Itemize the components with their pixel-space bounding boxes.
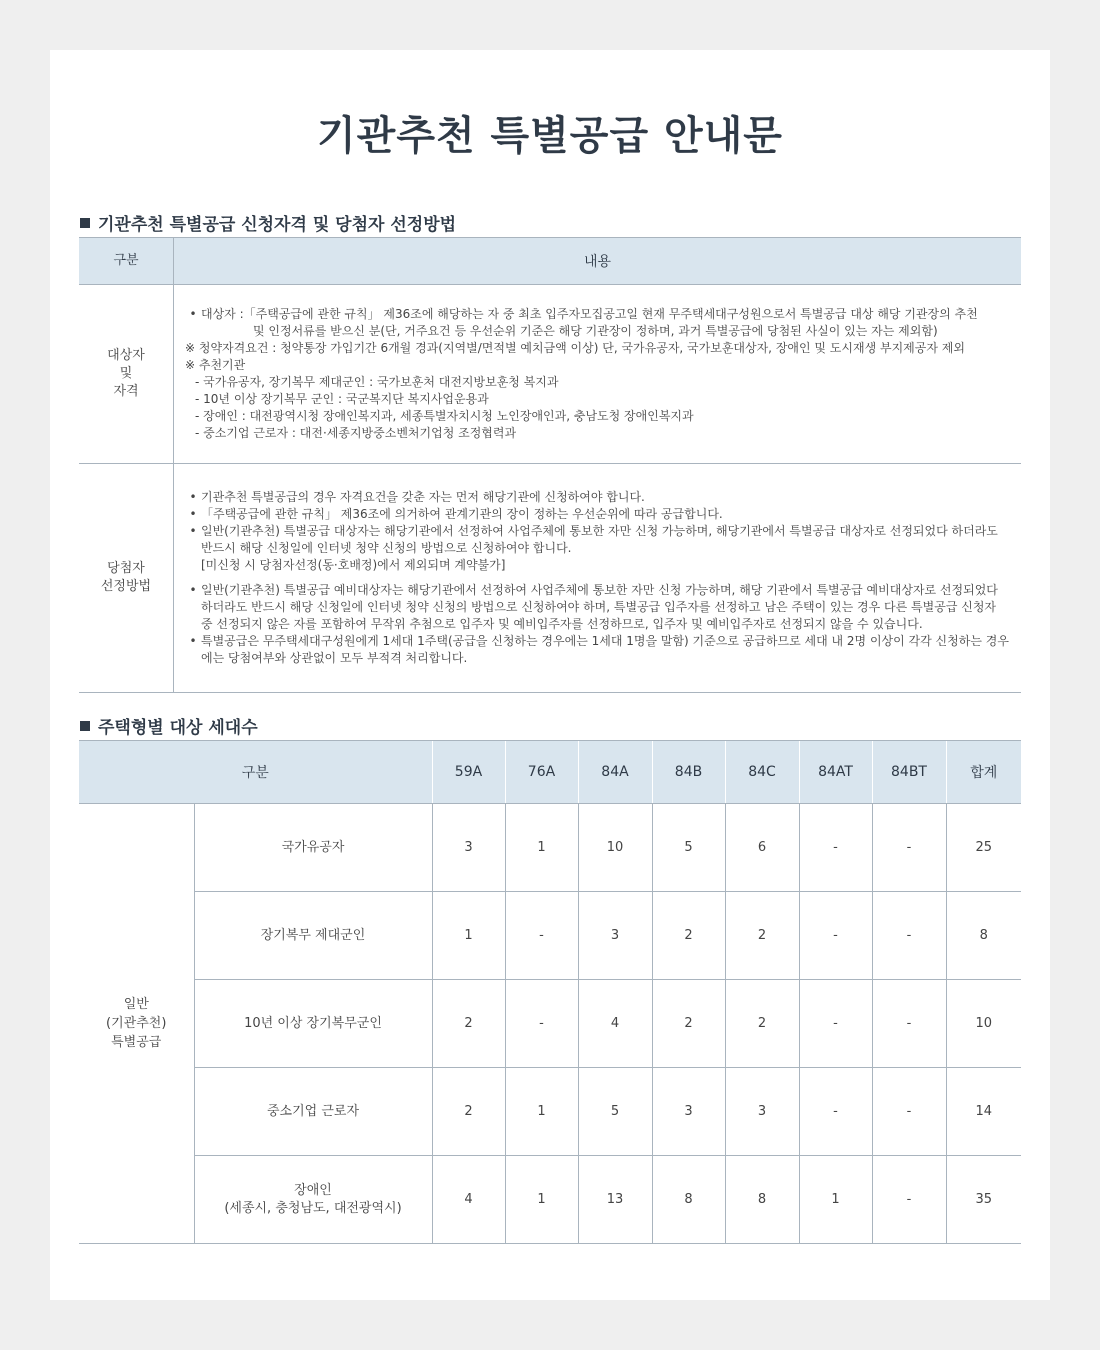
- text-line: [미신청 시 당첨자선정(동·호배정)에서 제외되며 계약불가]: [201, 558, 506, 572]
- table-row: [79, 1068, 1021, 1156]
- table-cell: 5: [652, 804, 725, 892]
- row-label: 장애인 (세종시, 충청남도, 대전광역시): [194, 1156, 432, 1244]
- table-cell: -: [872, 1156, 946, 1244]
- section1-heading: [80, 210, 456, 235]
- list-item: - 장애인 : 대전광역시청 장애인복지과, 세종특별자치시청 노인장애인과, 충남도청 장애인복지과: [195, 409, 694, 423]
- table-cell: 3: [432, 804, 505, 892]
- row-label-eligibility: 대상자 및 자격: [79, 285, 174, 464]
- row-content-selection: [174, 464, 1022, 693]
- table-cell: 10: [946, 980, 1021, 1068]
- table-cell: 2: [652, 980, 725, 1068]
- table-cell: -: [505, 892, 578, 980]
- row-label: 장기복무 제대군인: [194, 892, 432, 980]
- col-header-category: 구분: [79, 238, 174, 285]
- note-line: ※ 청약자격요건 : 청약통장 가입기간 6개월 경과(지역별/면적별 예치금액 이상) 단, 국가유공자, 국가보훈대상자, 장애인 및 도시재생 부지제공자 제외: [185, 341, 965, 355]
- table-row: [79, 892, 1021, 980]
- section2-heading-text: 주택형별 대상 세대수: [98, 718, 258, 738]
- note-line: ※ 추천기관: [185, 358, 246, 372]
- table-cell: 2: [432, 1068, 505, 1156]
- table-cell: 10: [578, 804, 652, 892]
- bullet-text: • 일반(기관추천) 특별공급 대상자는 해당기관에서 선정하여 사업주체에 통보한 자만 신청 가능하며, 해당기관에서 특별공급 대상자로 선정되었다 하더라도 반드시 해당 신청일에 인터넷 청약 신청의 방법으로 신청하여야 합니다.: [185, 523, 1010, 557]
- table-cell: -: [872, 1068, 946, 1156]
- table-cell: 8: [725, 1156, 799, 1244]
- col-header-84b: 84B: [652, 741, 725, 804]
- table-cell: -: [872, 980, 946, 1068]
- eligibility-table: [79, 237, 1021, 693]
- table-cell: 1: [799, 1156, 872, 1244]
- table-cell: 2: [432, 980, 505, 1068]
- table-cell: 6: [725, 804, 799, 892]
- table-cell: 1: [505, 1068, 578, 1156]
- table-cell: 13: [578, 1156, 652, 1244]
- table-row: [79, 285, 1021, 464]
- col-header-76a: 76A: [505, 741, 578, 804]
- table-row: [79, 804, 1021, 892]
- bullet-text: • 특별공급은 무주택세대구성원에게 1세대 1주택(공급을 신청하는 경우에는 1세대 1명을 말함) 기준으로 공급하므로 세대 내 2명 이상이 각각 신청하는 경우에는 당첨여부와 상관없이 모두 부적격 처리합니다.: [185, 633, 1010, 667]
- list-item: - 국가유공자, 장기복무 제대군인 : 국가보훈처 대전지방보훈청 복지과: [195, 375, 559, 389]
- bullet-text: • 기관추천 특별공급의 경우 자격요건을 갖춘 자는 먼저 해당기관에 신청하여야 합니다.: [185, 489, 1010, 506]
- table-cell: -: [799, 980, 872, 1068]
- table-cell: -: [872, 892, 946, 980]
- col-header-84c: 84C: [725, 741, 799, 804]
- col-header-84bt: 84BT: [872, 741, 946, 804]
- table-cell: -: [505, 980, 578, 1068]
- table-cell: 35: [946, 1156, 1021, 1244]
- row-label: 10년 이상 장기복무군인: [194, 980, 432, 1068]
- square-bullet-icon: [80, 721, 90, 731]
- table-row: [79, 980, 1021, 1068]
- table-cell: 3: [578, 892, 652, 980]
- table-row: [79, 1156, 1021, 1244]
- table-cell: 1: [505, 804, 578, 892]
- row-label: 국가유공자: [194, 804, 432, 892]
- table-cell: 14: [946, 1068, 1021, 1156]
- group-label: 일반 (기관추천) 특별공급: [79, 804, 194, 1244]
- bullet-text: • 「주택공급에 관한 규칙」 제36조에 의거하여 관계기관의 장이 정하는 우선순위에 따라 공급합니다.: [185, 506, 1010, 523]
- table-cell: 8: [946, 892, 1021, 980]
- table-cell: -: [799, 892, 872, 980]
- row-label: 중소기업 근로자: [194, 1068, 432, 1156]
- table-cell: 8: [652, 1156, 725, 1244]
- table-row: [79, 464, 1021, 693]
- table-cell: 2: [652, 892, 725, 980]
- square-bullet-icon: [80, 218, 90, 228]
- row-label-selection: 당첨자 선정방법: [79, 464, 174, 693]
- col-header-content: 내용: [174, 238, 1022, 285]
- col-header-84a: 84A: [578, 741, 652, 804]
- col-header-59a: 59A: [432, 741, 505, 804]
- table-cell: -: [799, 1068, 872, 1156]
- col-header-84at: 84AT: [799, 741, 872, 804]
- list-item: - 중소기업 근로자 : 대전·세종지방중소벤처기업청 조정협력과: [195, 426, 517, 440]
- table-cell: -: [872, 804, 946, 892]
- text-line: 및 인정서류를 받으신 분(단, 거주요건 등 우선순위 기준은 해당 기관장이 정하며, 과거 특별공급에 당첨된 사실이 있는 자는 제외함): [253, 324, 938, 338]
- list-item: - 10년 이상 장기복무 군인 : 국군복지단 복지사업운용과: [195, 392, 489, 406]
- table-cell: 4: [578, 980, 652, 1068]
- table-cell: 1: [505, 1156, 578, 1244]
- table-cell: 5: [578, 1068, 652, 1156]
- section1-heading-text: 기관추천 특별공급 신청자격 및 당첨자 선정방법: [98, 215, 457, 235]
- bullet-text: • 대상자 :「주택공급에 관한 규칙」 제36조에 해당하는 자 중 최초 입주자모집공고일 현재 무주택세대구성원으로서 특별공급 대상 해당 기관장의 추천: [185, 306, 1010, 323]
- col-header-category: 구분: [79, 741, 432, 804]
- table-cell: -: [799, 804, 872, 892]
- table-cell: 4: [432, 1156, 505, 1244]
- table-cell: 25: [946, 804, 1021, 892]
- col-header-total: 합계: [946, 741, 1021, 804]
- section2-heading: [80, 713, 258, 738]
- units-table: [79, 740, 1021, 1244]
- bullet-text: • 일반(기관추천) 특별공급 예비대상자는 해당기관에서 선정하여 사업주체에 통보한 자만 신청 가능하며, 해당 기관에서 특별공급 예비대상자로 선정되었다 하더라도 반드시 해당 신청일에 인터넷 청약 신청의 방법으로 신청하여야 하며, 특별공급 입주자를 선정하고 남은 주택이 있는 경우 다른 특별공급 신청자 중 선정되지 않은 자를 포함하여 무작위 추첨으로 입주자 및 예비입주자를 선정하므로, 입주자 및 예비입주자로 선정되지 않을 수 있습니다.: [185, 582, 1010, 633]
- table-cell: 3: [725, 1068, 799, 1156]
- table-cell: 1: [432, 892, 505, 980]
- table-cell: 2: [725, 892, 799, 980]
- table-cell: 2: [725, 980, 799, 1068]
- row-content-eligibility: [174, 285, 1022, 464]
- page-title: 기관추천 특별공급 안내문: [317, 113, 783, 159]
- table-cell: 3: [652, 1068, 725, 1156]
